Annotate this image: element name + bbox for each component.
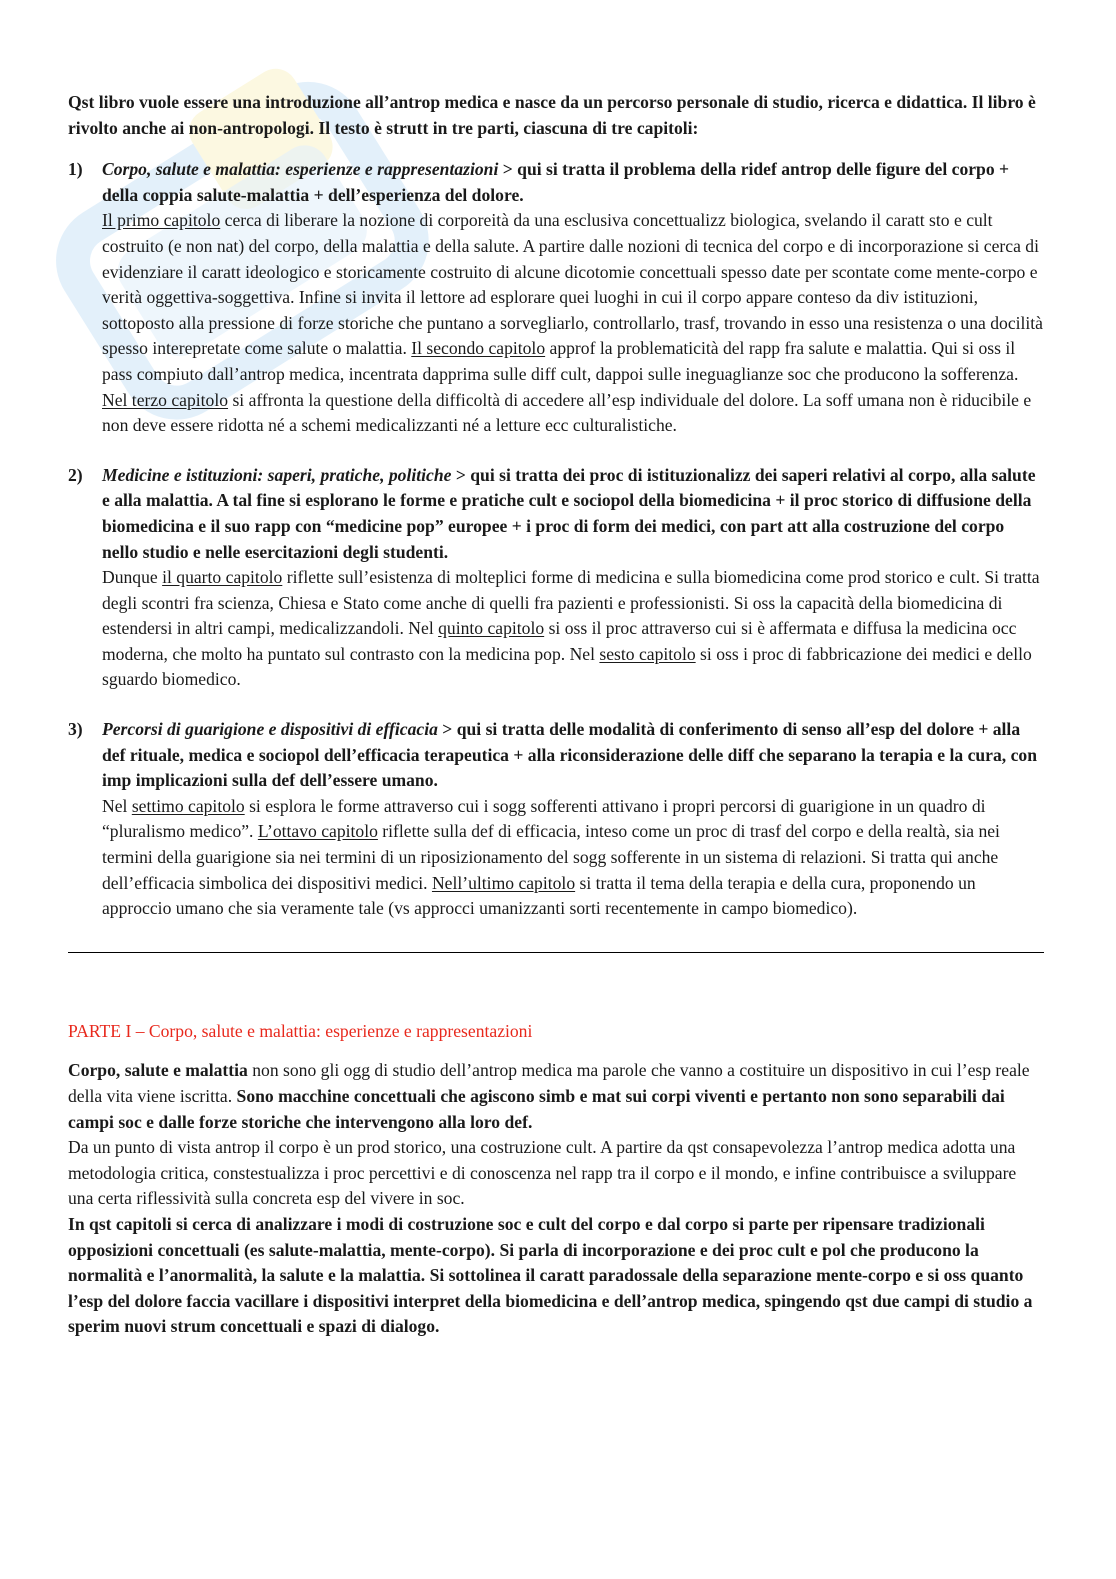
bold-text: Corpo, salute e malattia — [68, 1060, 248, 1081]
chapter-ref: L’ottavo capitolo — [257, 821, 378, 842]
chapter-ref: sesto capitolo — [599, 643, 696, 664]
intro-paragraph — [68, 90, 1044, 141]
body-text: si tratta il tema della terapia e della cura, proponendo un approccio umano che sia veramente tale (vs approcci umanizzanti sorti recentemente in campo biomedico). — [102, 872, 976, 919]
item-number: 3) — [68, 719, 83, 740]
body-text: si esplora le forme attraverso cui i sogg sofferenti attivano i propri percorsi di guarigione in un quadro di “pluralismo medico”. — [102, 795, 986, 842]
body-text: Dunque — [102, 567, 163, 588]
body-text: riflette sulla def di efficacia, inteso come un proc di trasf del corpo e della realtà, sia nei termini della guarigione sia nei termini di un riposizionamento del sogg sofferente in un sistema di relazioni. Si tratta qui anche dell’efficacia simbolica dei dispositivi medici. — [102, 821, 1000, 893]
part1-paragraph-2: Da un punto di vista antrop il corpo è un prod storico, una costruzione cult. A partire da qst consapevolezza l’antrop medica adotta una metodologia critica, constestualizza i proc percettivi e di conoscenza nel rapp tra il corpo e il mondo, e infine contribuisce a sviluppare una certa riflessività sulla concreta esp del vivere in soc. — [68, 1137, 1017, 1209]
item-number: 1) — [68, 159, 83, 180]
item-body — [102, 208, 1044, 438]
section-divider — [68, 952, 1044, 953]
chapter-ref: Il secondo capitolo — [411, 338, 546, 359]
item-summary: > qui si tratta il problema della ridef antrop delle figure del corpo + della coppia salute-malattia + dell’esperienza del dolore. — [102, 159, 1010, 205]
item-heading — [102, 463, 1044, 565]
bold-text: In qst capitoli si cerca di analizzare i modi di costruzione soc e cult del corpo e dal corpo si parte per ripensare tradizionali opposizioni concettuali (es salute-malattia, mente-corpo). Si parla di incorporazione e dei proc cult e pol che producono la normalità e l’anormalità, la salute e la malattia. Si sottolinea il caratt paradossale della separazione mente-corpo e si oss quanto l’esp del dolore faccia vacillare i dispositivi interpret della biomedicina e dell’antrop medica, spingendo qst due campi di studio a sperim nuovi strum concettuali e spazi di dialogo. — [68, 1213, 1033, 1337]
item-number: 2) — [68, 464, 83, 485]
item-summary: > qui si tratta dei proc di istituzionalizz dei saperi relativi al corpo, alla salute e alla malattia. A tal fine si esplorano le forme e pratiche cult e sociopol della biomedicina + il proc storico di diffusione della biomedicina e il suo rapp con “medicine pop” europee + i proc di form dei medici, con part att alla costruzione del corpo nello studio e nelle esercitazioni degli studenti. — [102, 464, 1036, 562]
item-heading — [102, 717, 1044, 794]
item-summary: > qui si tratta delle modalità di conferimento di senso all’esp del dolore + alla def rituale, medica e sociopol dell’efficacia terapeutica + alla riconsiderazione delle diff che separano la terapia e la cura, con imp implicazioni sulla def dell’essere umano. — [102, 719, 1037, 791]
body-text: si affronta la questione della difficoltà di accedere all’esp individuale del dolore. La soff umana non è riducibile e non deve essere ridotta né a schemi medicalizzanti né a letture ecc culturalistiche. — [102, 389, 1032, 436]
body-text: approf la problematicità del rapp fra salute e malattia. Qui si oss il pass compiuto dall’antrop medica, incentrata dapprima sulle diff cult, dappoi sulle ineguaglianze soc che producono la sofferenza. — [102, 338, 1019, 384]
item-heading — [102, 157, 1044, 208]
part-title: PARTE I – Corpo, salute e malattia: esperienze e rappresentazioni — [68, 1020, 533, 1041]
chapter-ref: settimo capitolo — [131, 795, 245, 816]
body-text: Nel — [102, 795, 132, 816]
part1-paragraph-1 — [68, 1058, 1044, 1135]
body-text: si oss i proc di fabbricazione dei medici e dello sguardo biomedico. — [102, 643, 1032, 690]
item-body — [102, 565, 1044, 693]
body-text: cerca di liberare la nozione di corporeità da una esclusiva concettualizz biologica, svelando il caratt sto e cult costruito (e non nat) del corpo, della malattia e della salute. A partire dalle nozioni di tecnica del corpo e di incorporazione si cerca di evidenziare il caratt ideologico e storicamente costruito di alcune dicotomie concettuali spesso date per scontate come mente-corpo e verità oggettiva-soggettiva. Infine si invita il lettore ad esplorare quei luoghi in cui il corpo appare conteso da div istituzioni, sottoposto alla pressione di forze storiche che puntano a sorvegliarlo, controllarlo, trasf, trovando in esso una resistenza o una docilità spesso interepretate come salute o malattia. — [102, 210, 1043, 359]
item-body — [102, 794, 1044, 922]
chapter-ref: Il primo capitolo — [102, 210, 221, 231]
chapter-ref: il quarto capitolo — [162, 567, 283, 588]
chapter-ref: quinto capitolo — [438, 618, 545, 639]
part-summary-1 — [68, 157, 1044, 439]
body-text: si oss il proc attraverso cui si è affermata e diffusa la medicina occ moderna, che molto ha puntato sul contrasto con la medicina pop. Nel — [102, 618, 1017, 664]
item-title: Percorsi di guarigione e dispositivi di efficacia — [102, 719, 438, 740]
body-text: riflette sull’esistenza di molteplici forme di medicina e sulla biomedicina come prod storico e cult. Si tratta degli scontri fra scienza, Chiesa e Stato come anche di quelli fra pazienti e professionisti. Si oss la capacità della biomedicina di estendersi in altri campi, medicalizzandoli. Nel — [102, 567, 1040, 639]
bold-text: Sono macchine concettuali che agiscono simb e mat sui corpi viventi e pertanto non sono separabili dai campi soc e dalle forze storiche che intervengono alla loro def. — [68, 1086, 1005, 1132]
body-text: non sono gli ogg di studio dell’antrop medica ma parole che vanno a costituire un dispositivo in cui l’esp reale della vita viene iscritta. — [68, 1060, 1030, 1106]
part-summary-2 — [68, 463, 1044, 693]
item-title: Corpo, salute e malattia: esperienze e rappresentazioni — [102, 159, 499, 180]
intro-text: Qst libro vuole essere una introduzione all’antrop medica e nasce da un percorso personale di studio, ricerca e didattica. Il libro è rivolto anche ai non-antropologi. Il testo è strutt in tre parti, ciascuna di tre capitoli: — [68, 92, 1036, 138]
item-title: Medicine e istituzioni: saperi, pratiche, politiche — [102, 464, 452, 485]
chapter-ref: Nell’ultimo capitolo — [431, 872, 576, 893]
part1-paragraph-3 — [68, 1212, 1044, 1340]
part-summary-3 — [68, 717, 1044, 922]
chapter-ref: Nel terzo capitolo — [102, 389, 229, 410]
document-body — [68, 90, 1044, 1340]
